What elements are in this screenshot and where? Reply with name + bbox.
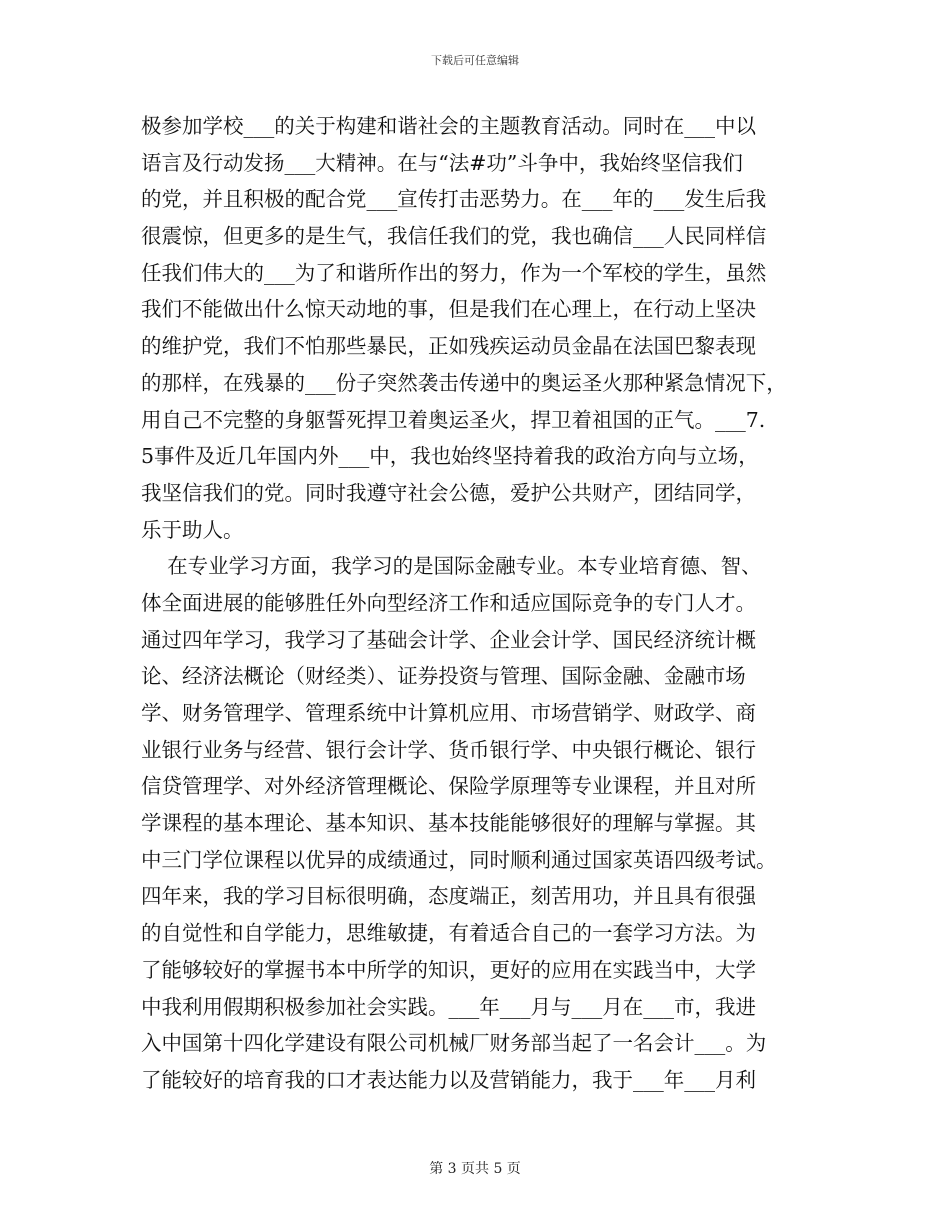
- page-footer: 第 3 页共 5 页: [429, 1161, 521, 1177]
- text-line: 中我利用假期积极参加社会实践。___年___月与___月在___市，我进: [141, 994, 756, 1019]
- page-header: 下载后可任意编辑: [431, 54, 519, 67]
- text-line: 学、财务管理学、管理系统中计算机应用、市场营销学、财政学、商: [141, 701, 756, 725]
- text-line: 用自己不完整的身躯誓死捍卫着奥运圣火，捍卫着祖国的正气。___7.: [141, 407, 766, 432]
- text-line: 的自觉性和自学能力，思维敏捷，有着适合自己的一套学习方法。为: [141, 921, 756, 946]
- text-line: 的党，并且积极的配合党___宣传打击恶势力。在___年的___发生后我: [141, 187, 767, 212]
- text-line: 的那样，在残暴的___份子突然袭击传递中的奥运圣火那种紧急情况下，: [141, 370, 787, 395]
- text-line: 入中国第十四化学建设有限公司机械厂财务部当起了一名会计___。为: [141, 1031, 767, 1056]
- text-line: 论、经济法概论（财经类）、证券投资与管理、国际金融、金融市场: [141, 664, 746, 689]
- text-line: 很震惊，但更多的是生气，我信任我们的党，我也确信___人民同样信: [141, 224, 767, 249]
- text-line: 通过四年学习，我学习了基础会计学、企业会计学、国民经济统计概: [141, 627, 756, 652]
- text-line: 学课程的基本理论、基本知识、基本技能能够很好的理解与掌握。其: [141, 811, 756, 836]
- text-line: 在专业学习方面，我学习的是国际金融专业。本专业培育德、智、: [141, 554, 762, 579]
- text-line: 任我们伟大的___为了和谐所作出的努力，作为一个军校的学生，虽然: [141, 260, 767, 285]
- text-line: 信贷管理学、对外经济管理概论、保险学原理等专业课程，并且对所: [141, 774, 756, 799]
- text-line: 了能较好的培育我的口才表达能力以及营销能力，我于___年___月利: [141, 1067, 756, 1092]
- document-body: [141, 108, 811, 1099]
- text-line: 我们不能做出什么惊天动地的事，但是我们在心理上，在行动上坚决: [141, 297, 756, 322]
- text-line: 四年来，我的学习目标很明确，态度端正，刻苦用功，并且具有很强: [141, 884, 756, 909]
- text-line: 中三门学位课程以优异的成绩通过，同时顺利通过国家英语四级考试。: [141, 847, 777, 872]
- text-line: 体全面进展的能够胜任外向型经济工作和适应国际竞争的专门人才。: [141, 590, 756, 615]
- text-line: 的维护党，我们不怕那些暴民，正如残疾运动员金晶在法国巴黎表现: [141, 334, 756, 359]
- text-line: 语言及行动发扬___大精神。在与“法#功”斗争中，我始终坚信我们: [141, 150, 743, 175]
- text-line: 极参加学校___的关于构建和谐社会的主题教育活动。同时在___中以: [141, 114, 756, 138]
- text-line: 乐于助人。: [141, 517, 244, 542]
- text-line: 了能够较好的掌握书本中所学的知识，更好的应用在实践当中，大学: [141, 957, 756, 982]
- text-line: 业银行业务与经营、银行会计学、货币银行学、中央银行概论、银行: [141, 737, 756, 762]
- text-line: 我坚信我们的党。同时我遵守社会公德，爱护公共财产，团结同学，: [141, 480, 756, 505]
- text-line: 5事件及近几年国内外___中，我也始终坚持着我的政治方向与立场，: [141, 444, 759, 469]
